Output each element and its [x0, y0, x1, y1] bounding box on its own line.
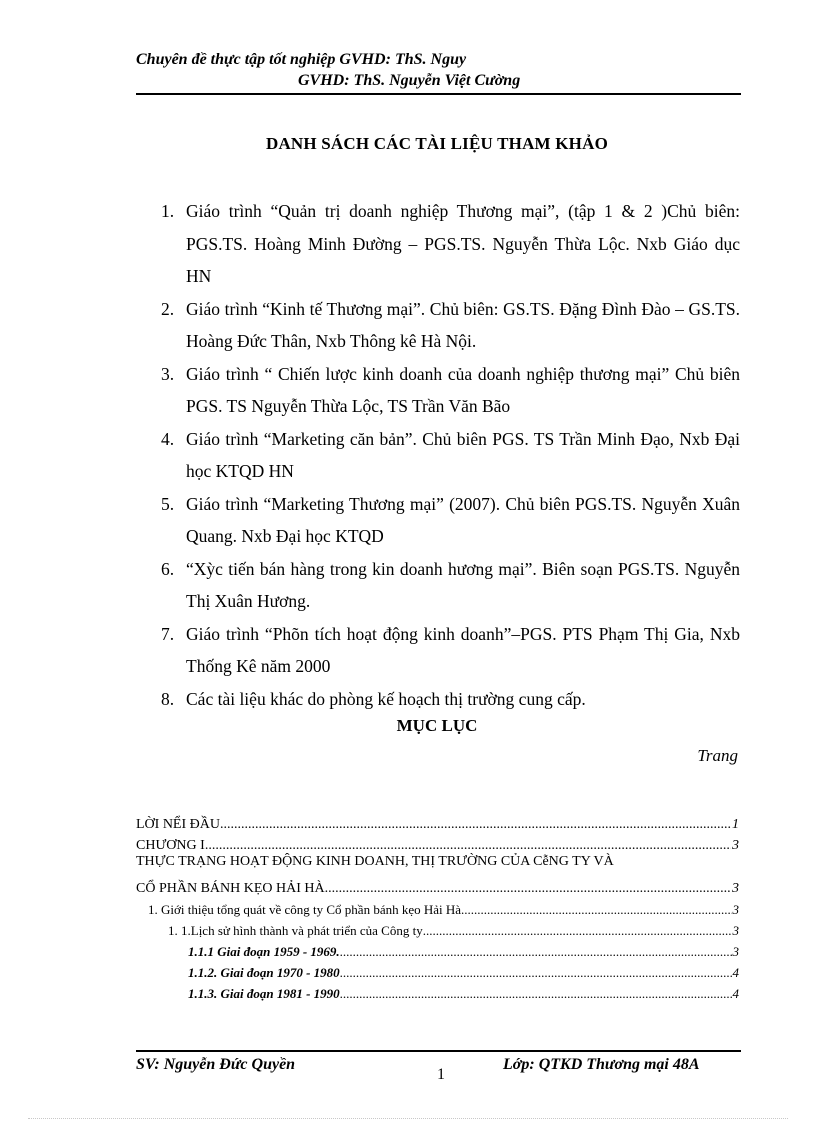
header-line-2: GVHD: ThS. Nguyễn Việt Cường — [298, 72, 521, 89]
page-bottom-dotted-line — [28, 1118, 788, 1119]
reference-item — [136, 683, 740, 716]
reference-text: Giáo trình “Quản trị doanh nghiệp Thương mại”, (tập 1 & 2 )Chủ biên: PGS.TS. Hoàng Minh Đường – PGS.TS. Nguyễn Thừa Lộc. Nxb Giáo dục HN — [186, 201, 740, 286]
toc-leader-dots — [340, 965, 732, 981]
toc-entry[interactable] — [136, 897, 739, 918]
toc-leader-dots — [340, 944, 732, 960]
reference-text: “Xỳc tiến bán hàng trong kin doanh hương mại”. Biên soạn PGS.TS. Nguyễn Thị Xuân Hương. — [186, 558, 740, 611]
toc-entry[interactable] — [136, 833, 739, 854]
toc-entry-label: LỜI NỂI ĐẦU — [136, 817, 220, 832]
reference-text: Giáo trình “Kinh tế Thương mại”. Chủ biên: GS.TS. Đặng Đình Đào – GS.TS. Hoàng Đức Thân, Nxb Thông kê Hà Nội. — [186, 298, 740, 351]
toc-leader-dots — [461, 902, 731, 918]
footer-divider — [136, 1050, 741, 1052]
toc-entry-label: 1. Giới thiệu tổng quát về công ty Cổ phần bánh kẹo Hải Hà — [148, 902, 462, 917]
reference-item — [136, 488, 740, 553]
reference-number: 8. — [161, 688, 175, 709]
toc-entry-label: 1.1.2. Giai đoạn 1970 - 1980 — [188, 965, 340, 980]
reference-text: Giáo trình “Marketing căn bản”. Chủ biên PGS. TS Trần Minh Đạo, Nxb Đại học KTQD HN — [186, 428, 740, 481]
toc-leader-dots — [205, 838, 731, 854]
toc-entry[interactable] — [136, 939, 739, 960]
reference-item — [136, 195, 740, 293]
references-title: DANH SÁCH CÁC TÀI LIỆU THAM KHẢO — [265, 134, 609, 153]
reference-number: 4. — [161, 428, 175, 449]
reference-text: Giáo trình “ Chiến lược kinh doanh của doanh nghiệp thương mại” Chủ biên PGS. TS Nguyễn Thừa Lộc, TS Trần Văn Bão — [186, 363, 740, 416]
header-line-1: Chuyên đề thực tập tốt nghiệp GVHD: ThS. Nguy — [136, 51, 467, 68]
reference-item — [136, 293, 740, 358]
table-of-contents — [136, 812, 739, 1002]
toc-entry-label: 1.1.1 Giai đoạn 1959 - 1969. — [188, 944, 340, 959]
reference-item — [136, 618, 740, 683]
toc-title: MỤC LỤC — [396, 716, 478, 735]
toc-entry-page: 3 — [732, 944, 739, 959]
toc-entry[interactable] — [136, 960, 739, 981]
toc-leader-dots — [340, 986, 732, 1002]
toc-page-column-label: Trang — [697, 746, 738, 765]
page-header — [136, 49, 740, 91]
reference-text: Giáo trình “Phõn tích hoạt động kinh doanh”–PGS. PTS Phạm Thị Gia, Nxb Thống Kê năm 2000 — [186, 623, 740, 676]
footer-student: SV: Nguyễn Đức Quyền — [136, 1056, 296, 1073]
reference-item — [136, 423, 740, 488]
toc-entry[interactable] — [136, 981, 739, 1002]
toc-entry-page: 3 — [732, 881, 739, 896]
toc-entry[interactable] — [136, 918, 739, 939]
reference-number: 6. — [161, 558, 175, 579]
toc-entry-label: CHƯƠNG I — [136, 838, 205, 853]
toc-entry-page: 4 — [732, 986, 739, 1001]
toc-entry-label-line-1: THỰC TRẠNG HOẠT ĐỘNG KINH DOANH, THỊ TRƯỜNG CỦA CễNG TY VÀ — [136, 854, 614, 869]
toc-leader-dots — [423, 923, 732, 939]
toc-entry-page: 4 — [732, 965, 739, 980]
reference-number: 5. — [161, 493, 175, 514]
reference-number: 2. — [161, 298, 175, 319]
header-divider — [136, 93, 741, 95]
toc-entry-page: 1 — [732, 817, 739, 832]
reference-text: Giáo trình “Marketing Thương mại” (2007). Chủ biên PGS.TS. Nguyễn Xuân Quang. Nxb Đại học KTQD — [186, 493, 740, 546]
toc-entry-page: 3 — [732, 838, 739, 853]
toc-entry-label: 1. 1.Lịch sử hình thành và phát triển của Công ty — [168, 923, 423, 938]
reference-number: 7. — [161, 623, 175, 644]
toc-leader-dots — [325, 881, 731, 897]
toc-entry-page: 3 — [732, 902, 739, 917]
toc-leader-dots — [220, 817, 731, 833]
toc-entry[interactable] — [136, 812, 739, 833]
reference-text: Các tài liệu khác do phòng kế hoạch thị trường cung cấp. — [186, 688, 586, 709]
toc-entry[interactable] — [136, 876, 739, 897]
references-list — [136, 195, 740, 715]
reference-item — [136, 358, 740, 423]
toc-entry-label: 1.1.3. Giai đoạn 1981 - 1990 — [188, 986, 340, 1001]
toc-entry-label: CỔ PHẦN BÁNH KẸO HẢI HÀ — [136, 881, 325, 896]
reference-number: 3. — [161, 363, 175, 384]
reference-item — [136, 553, 740, 618]
reference-number: 1. — [161, 201, 175, 221]
footer-class: Lớp: QTKD Thương mại 48A — [503, 1056, 700, 1073]
toc-entry-page: 3 — [732, 923, 739, 938]
footer-page-number: 1 — [437, 1066, 445, 1083]
